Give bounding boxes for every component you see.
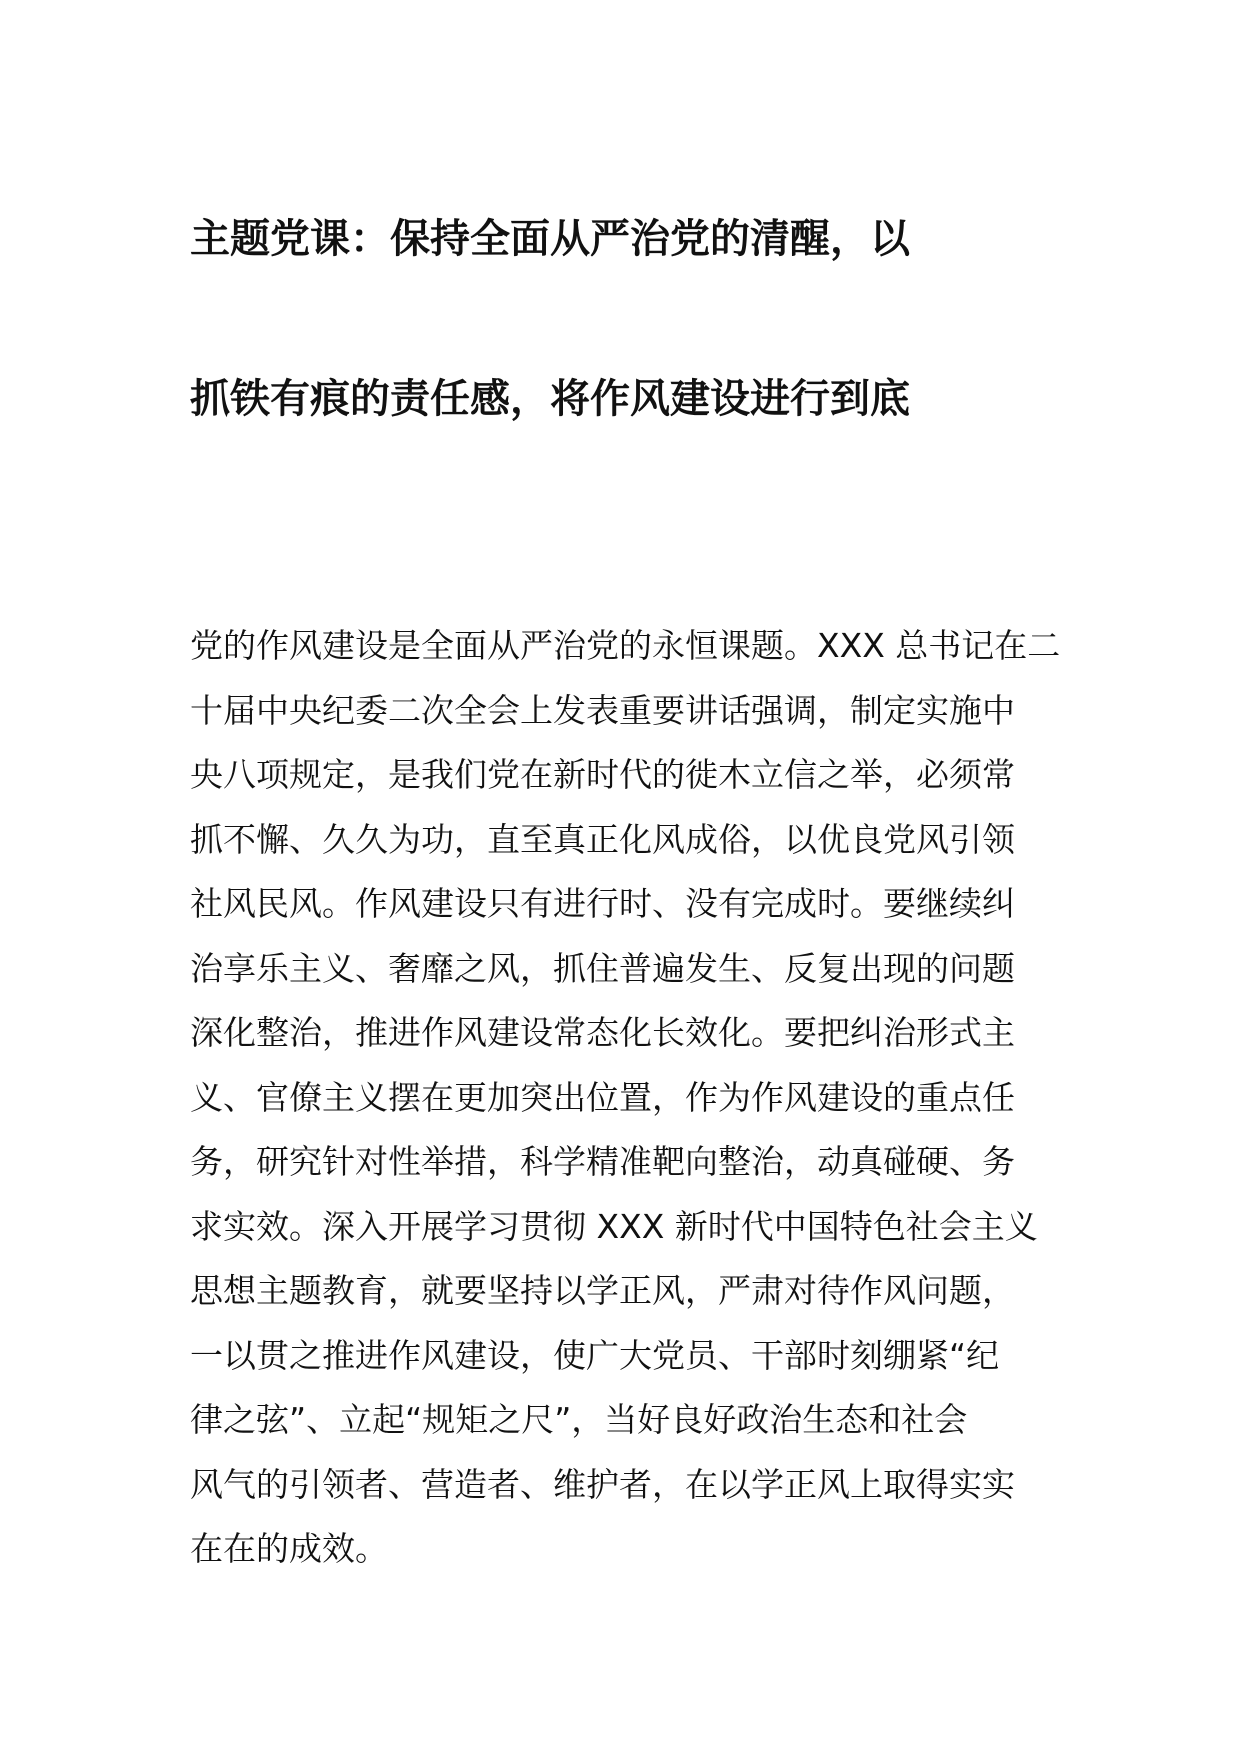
body-line: 在在的成效。 xyxy=(190,1529,388,1568)
body-line: 思想主题教育，就要坚持以学正风，严肃对待作风问题， xyxy=(190,1271,1015,1310)
document-title-line-1: 主题党课：保持全面从严治党的清醒，以 xyxy=(190,216,910,262)
body-line: 央八项规定，是我们党在新时代的徙木立信之举，必须常 xyxy=(190,755,1015,794)
body-line: 深化整治，推进作风建设常态化长效化。要把纠治形式主 xyxy=(190,1013,1015,1052)
document-title-line-2: 抓铁有痕的责任感，将作风建设进行到底 xyxy=(190,376,910,422)
body-line: 务，研究针对性举措，科学精准靶向整治，动真碰硬、务 xyxy=(190,1142,1015,1181)
body-line: 社风民风。作风建设只有进行时、没有完成时。要继续纠 xyxy=(190,884,1015,923)
body-line: 抓不懈、久久为功，直至真正化风成俗，以优良党风引领 xyxy=(190,819,1015,859)
body-line: 风气的引领者、营造者、维护者，在以学正风上取得实实 xyxy=(190,1464,1015,1504)
body-line: 十届中央纪委二次全会上发表重要讲话强调，制定实施中 xyxy=(190,690,1015,730)
document-body xyxy=(190,614,1061,1582)
body-line: 义、官僚主义摆在更加突出位置，作为作风建设的重点任 xyxy=(190,1077,1015,1117)
body-line: 治享乐主义、奢靡之风，抓住普遍发生、反复出现的问题 xyxy=(190,948,1015,988)
body-line: 党的作风建设是全面从严治党的永恒课题。XXX 总书记在二 xyxy=(190,626,1061,665)
body-line: 求实效。深入开展学习贯彻 XXX 新时代中国特色社会主义 xyxy=(190,1206,1038,1246)
body-line: 一以贯之推进作风建设，使广大党员、干部时刻绷紧“纪 xyxy=(190,1335,1000,1375)
body-line: 律之弦”、立起“规矩之尺”，当好良好政治生态和社会 xyxy=(190,1400,968,1439)
